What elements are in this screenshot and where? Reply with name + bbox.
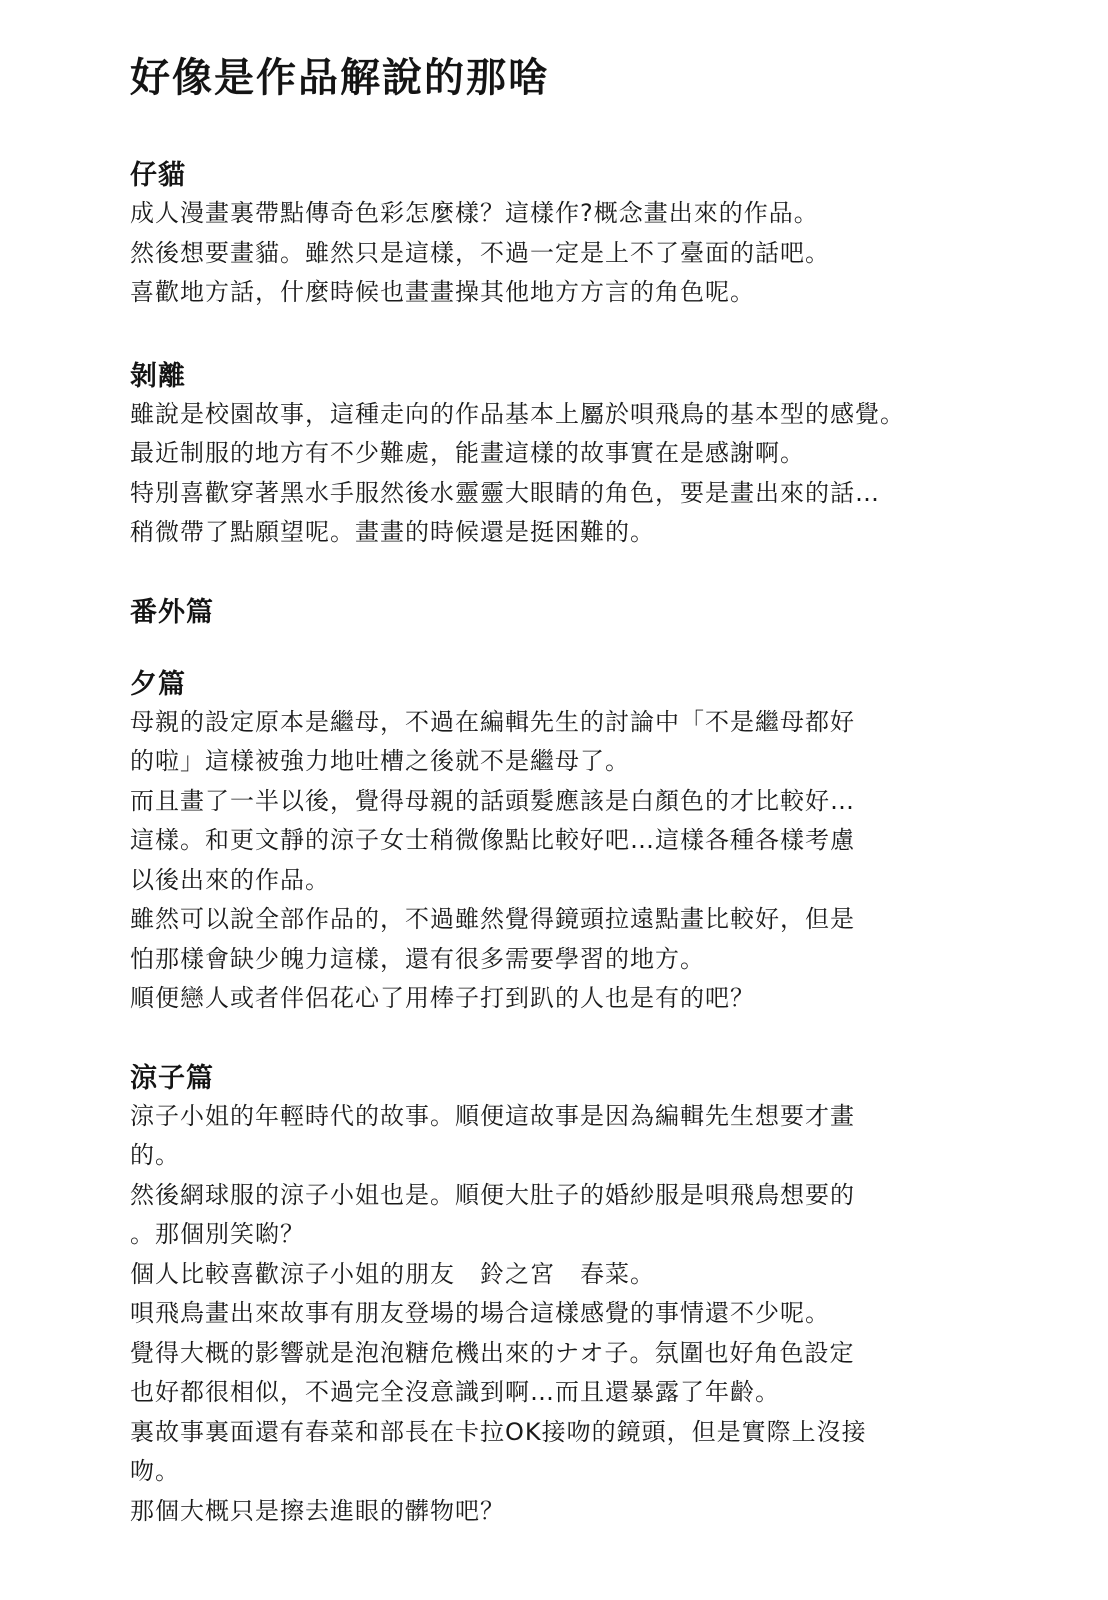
body-line: 。那個別笑喲？ bbox=[130, 1220, 305, 1248]
body-line: 吻。 bbox=[130, 1457, 180, 1485]
body-line: 這樣。和更文靜的涼子女士稍微像點比較好吧…這樣各種各樣考慮 bbox=[130, 826, 855, 854]
body-line: 雖然可以說全部作品的，不過雖然覺得鏡頭拉遠點畫比較好，但是 bbox=[130, 905, 855, 933]
body-line: 稍微帶了點願望呢。畫畫的時候還是挺困難的。 bbox=[130, 518, 655, 546]
section-heading: 夕篇 bbox=[130, 668, 186, 700]
body-line: 成人漫畫裏帶點傳奇色彩怎麼樣？這樣作?概念畫出來的作品。 bbox=[130, 199, 819, 227]
body-line: 裏故事裏面還有春菜和部長在卡拉OK接吻的鏡頭，但是實際上沒接 bbox=[130, 1417, 867, 1446]
section-heading: 仔貓 bbox=[130, 160, 186, 191]
body-line: 順便戀人或者伴侶花心了用棒子打到趴的人也是有的吧？ bbox=[130, 984, 755, 1012]
body-line: 以後出來的作品。 bbox=[130, 865, 330, 894]
body-line: 個人比較喜歡涼子小姐的朋友 鈴之宮 春菜。 bbox=[130, 1259, 655, 1288]
document-page bbox=[130, 52, 1050, 1531]
body-line: 覺得大概的影響就是泡泡糖危機出來的ナオ子。氛圍也好角色設定 bbox=[130, 1338, 855, 1367]
body-line: 喜歡地方話，什麼時候也畫畫操其他地方方言的角色呢。 bbox=[130, 278, 755, 306]
body-line: 最近制服的地方有不少難處，能畫這樣的故事實在是感謝啊。 bbox=[130, 439, 805, 467]
section-body bbox=[130, 1097, 1050, 1532]
section-koneko bbox=[130, 158, 1050, 313]
body-line: 特別喜歡穿著黑水手服然後水靈靈大眼睛的角色，要是畫出來的話… bbox=[130, 478, 880, 507]
body-line: 涼子小姐的年輕時代的故事。順便這故事是因為編輯先生想要才畫 bbox=[130, 1101, 855, 1130]
section-heading: 涼子篇 bbox=[130, 1062, 214, 1094]
body-line: 而且畫了一半以後，覺得母親的話頭髮應該是白顏色的才比較好… bbox=[130, 786, 855, 815]
section-heading: 番外篇 bbox=[130, 596, 214, 628]
body-line: 也好都很相似，不過完全沒意識到啊…而且還暴露了年齡。 bbox=[130, 1378, 780, 1406]
section-heading: 剝離 bbox=[130, 360, 186, 392]
section-bangai bbox=[130, 595, 1050, 631]
body-line: 那個大概只是擦去進眼的髒物吧？ bbox=[130, 1496, 505, 1525]
body-line: 雖說是校園故事，這種走向的作品基本上屬於唄飛鳥的基本型的感覺。 bbox=[130, 399, 905, 428]
body-line: 的。 bbox=[130, 1141, 180, 1169]
body-line: 的啦」這樣被強力地吐槽之後就不是繼母了。 bbox=[130, 747, 630, 775]
body-line: 母親的設定原本是繼母，不過在編輯先生的討論中「不是繼母都好 bbox=[130, 707, 855, 736]
section-hakuri bbox=[130, 359, 1050, 553]
section-body bbox=[130, 395, 1050, 553]
section-body bbox=[130, 194, 1050, 313]
body-line: 然後網球服的涼子小姐也是。順便大肚子的婚紗服是唄飛鳥想要的 bbox=[130, 1180, 855, 1209]
section-yuu bbox=[130, 667, 1050, 1019]
page-title: 好像是作品解說的那啥 bbox=[130, 55, 550, 101]
section-ryouko bbox=[130, 1061, 1050, 1532]
body-line: 唄飛鳥畫出來故事有朋友登場的場合這樣感覺的事情還不少呢。 bbox=[130, 1299, 830, 1327]
body-line: 然後想要畫貓。雖然只是這樣，不過一定是上不了臺面的話吧。 bbox=[130, 238, 830, 267]
section-body bbox=[130, 703, 1050, 1019]
body-line: 怕那樣會缺少魄力這樣，還有很多需要學習的地方。 bbox=[130, 944, 705, 973]
